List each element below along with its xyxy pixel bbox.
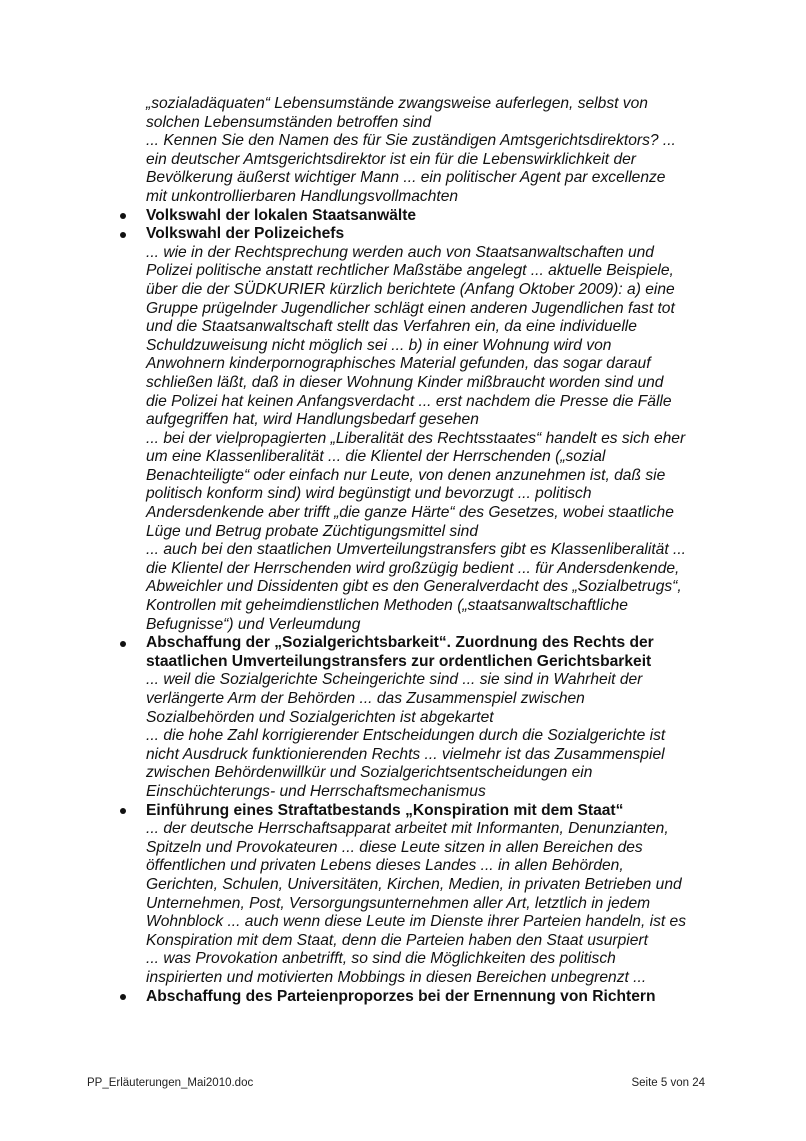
text-line: aufgegriffen hat, wird Handlungsbedarf gesehen [146,411,479,429]
bullet-heading: staatlichen Umverteilungstransfers zur ordentlichen Gerichtsbarkeit [146,652,652,670]
text-line: und die Staatsanwaltschaft stellt das Verfahren ein, da eine individuelle [146,318,637,336]
text-line: ... was Provokation anbetrifft, so sind die Möglichkeiten des politisch [146,950,616,968]
bullet-icon [120,641,126,647]
text-line: um eine Klassenliberalität ... die Klientel der Herrschenden („sozial [146,448,606,466]
bullet-heading: Volkswahl der Polizeichefs [146,225,345,243]
text-line: Bevölkerung äußerst wichtiger Mann ... ein politischer Agent par excellenze [146,169,666,187]
bullet-heading: Einführung eines Straftatbestands „Konspiration mit dem Staat“ [146,801,624,819]
text-line: öffentlichen und privaten Lebens dieses Landes ... in allen Behörden, [146,857,624,875]
text-line: über die der SÜDKURIER kürzlich berichtete (Anfang Oktober 2009): a) eine [146,280,675,298]
text-line: Benachteiligte“ oder einfach nur Leute, von denen anzunehmen ist, daß sie [146,466,666,484]
text-line: nicht Ausdruck funktionierenden Rechts ... vielmehr ist das Zusammenspiel [146,745,665,763]
bullet-icon [120,232,126,238]
text-line: Sozialbehörden und Sozialgerichten ist abgekartet [146,708,494,726]
text-line: ... die hohe Zahl korrigierender Entscheidungen durch die Sozialgerichte ist [146,727,666,745]
text-line: politisch konform sind) wird begünstigt und bevorzugt ... politisch [146,485,592,503]
page-content [146,95,736,1006]
text-line: Unternehmen, Post, Versorgungsunternehmen aller Art, letztlich in jedem [146,894,651,912]
footer-filename: PP_Erläuterungen_Mai2010.doc [87,1077,254,1089]
text-line: Gruppe prügelnder Jugendlicher schlägt einen anderen Jugendlichen fast tot [146,299,675,317]
bullet-parteienproporz [146,988,736,1007]
bullet-volkswahl-polizeichefs [146,225,736,244]
text-line: schließen läßt, daß in dieser Wohnung Kinder mißbraucht worden sind und [146,373,664,391]
text-line: Spitzeln und Provokateuren ... diese Leute sitzen in allen Bereichen des [146,838,643,856]
bullet-icon [120,213,126,219]
text-line: Abweichler und Dissidenten gibt es den Generalverdacht des „Sozialbetrugs“, [146,578,682,596]
paragraph-amtsgerichtsdirektor [146,95,736,207]
text-line: solchen Lebensumständen betroffen sind [146,113,432,131]
text-line: inspirierten und motivierten Mobbings in diesen Bereichen unbegrenzt ... [146,968,647,986]
paragraph-sozialgerichte [146,671,736,801]
text-line: Wohnblock ... auch wenn diese Leute im Dienste ihrer Parteien handeln, ist es [146,913,687,931]
bullet-konspiration [146,802,736,821]
text-line: Schuldzuweisung nicht möglich sei ... b) in einer Wohnung wird von [146,336,612,354]
text-line: ... der deutsche Herrschaftsapparat arbeitet mit Informanten, Denunzianten, [146,820,669,838]
text-line: Befugnisse“) und Verleumdung [146,615,361,633]
text-line: Konspiration mit dem Staat, denn die Parteien haben den Staat usurpiert [146,931,648,949]
footer-page-number: Seite 5 von 24 [631,1077,705,1089]
bullet-abschaffung-sozialgerichtsbarkeit [146,634,736,671]
bullet-heading: Abschaffung der „Sozialgerichtsbarkeit“. Zuordnung des Rechts der [146,634,654,652]
text-line: die Klientel der Herrschenden wird großzügig bedient ... für Andersdenkende, [146,559,680,577]
paragraph-herrschaftsapparat [146,820,736,987]
text-line: ... wie in der Rechtsprechung werden auch von Staatsanwaltschaften und [146,243,654,261]
text-line: mit unkontrollierbaren Handlungsvollmachten [146,187,459,205]
text-line: ... bei der vielpropagierten „Liberalität des Rechtsstaates“ handelt es sich eher [146,429,686,447]
text-line: Polizei politische anstatt rechtlicher Maßstäbe angelegt ... aktuelle Beispiele, [146,262,674,280]
text-line: die Polizei hat keinen Anfangsverdacht ... erst nachdem die Presse die Fälle [146,392,672,410]
page-footer [87,1077,705,1089]
text-line: Einschüchterungs- und Herrschaftsmechanismus [146,782,486,800]
text-line: zwischen Behördenwillkür und Sozialgerichtsentscheidungen ein [146,764,593,782]
bullet-icon [120,994,126,1000]
text-line: ... weil die Sozialgerichte Scheingerichte sind ... sie sind in Wahrheit der [146,671,643,689]
text-line: Gerichten, Schulen, Universitäten, Kirchen, Medien, in privaten Betrieben und [146,875,682,893]
text-line: Lüge und Betrug probate Züchtigungsmittel sind [146,522,479,540]
bullet-icon [120,808,126,814]
text-line: ... auch bei den staatlichen Umverteilungstransfers gibt es Klassenliberalität ... [146,541,686,559]
text-line: „sozialadäquaten“ Lebensumstände zwangsweise auferlegen, selbst von [146,95,648,112]
text-line: ... Kennen Sie den Namen des für Sie zuständigen Amtsgerichtsdirektors? ... [146,132,676,150]
text-line: verlängerte Arm der Behörden ... das Zusammenspiel zwischen [146,690,585,707]
bullet-heading: Volkswahl der lokalen Staatsanwälte [146,206,417,224]
bullet-heading: Abschaffung des Parteienproporzes bei der Ernennung von Richtern [146,987,656,1005]
text-line: ein deutscher Amtsgerichtsdirektor ist ein für die Lebenswirklichkeit der [146,150,636,168]
paragraph-polizei [146,244,736,634]
text-line: Andersdenkende aber trifft „die ganze Härte“ des Gesetzes, wobei staatliche [146,504,674,522]
text-line: Anwohnern kinderpornographisches Material gefunden, das sogar darauf [146,355,651,373]
text-line: Kontrollen mit geheimdienstlichen Methoden („staatsanwaltschaftliche [146,597,628,615]
bullet-volkswahl-staatsanwaelte [146,207,736,226]
